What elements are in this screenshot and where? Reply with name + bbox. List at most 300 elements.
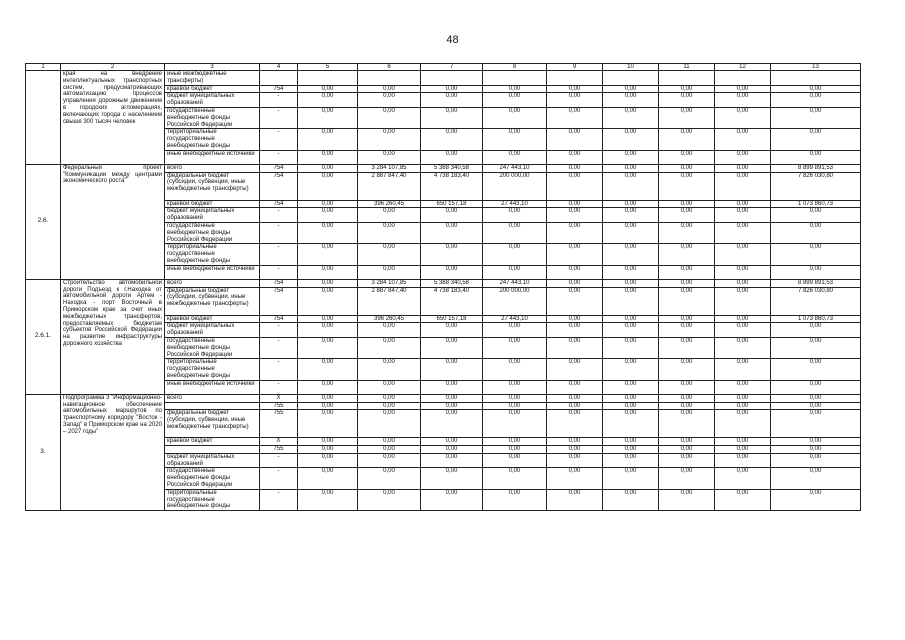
column-number-header: 1 <box>26 64 61 71</box>
funding-source: территориальные государственные внебюджетные фонды <box>165 244 260 265</box>
value-cell: 0,00 <box>659 107 715 128</box>
value-cell: 0,00 <box>547 453 603 468</box>
value-cell: 0,00 <box>298 402 358 410</box>
value-cell: 0,00 <box>715 453 771 468</box>
value-cell: 0,00 <box>421 222 483 243</box>
value-cell: 0,00 <box>603 337 659 358</box>
value-cell: 0,00 <box>659 279 715 287</box>
value-cell: 0,00 <box>715 279 771 287</box>
value-cell: 0,00 <box>358 438 421 446</box>
value-cell: 0,00 <box>421 244 483 265</box>
value-cell: 0,00 <box>659 244 715 265</box>
funding-source: всего <box>165 279 260 287</box>
value-cell: 0,00 <box>421 359 483 380</box>
budget-code: - <box>260 107 298 128</box>
value-cell: 0,00 <box>421 380 483 394</box>
value-cell: 0,00 <box>358 265 421 279</box>
value-cell: 0,00 <box>358 359 421 380</box>
budget-code: X <box>260 438 298 446</box>
value-cell: 0,00 <box>298 468 358 489</box>
funding-source: бюджет муниципальных образований <box>165 323 260 338</box>
budget-code: - <box>260 93 298 108</box>
value-cell: 0,00 <box>547 164 603 172</box>
value-cell: 0,00 <box>358 208 421 223</box>
value-cell: 0,00 <box>547 489 603 510</box>
column-number-header: 5 <box>298 64 358 71</box>
value-cell: 0,00 <box>483 208 547 223</box>
value-cell: 0,00 <box>659 438 715 446</box>
value-cell: 8 899 891,53 <box>771 164 861 172</box>
value-cell: 396 260,45 <box>358 200 421 208</box>
column-number-header: 7 <box>421 64 483 71</box>
funding-source <box>165 446 260 454</box>
value-cell: 0,00 <box>547 208 603 223</box>
value-cell: 0,00 <box>547 315 603 323</box>
value-cell <box>421 71 483 86</box>
value-cell: 0,00 <box>659 164 715 172</box>
value-cell: 0,00 <box>659 287 715 315</box>
value-cell: 0,00 <box>483 323 547 338</box>
value-cell: 0,00 <box>659 337 715 358</box>
funding-source: бюджет муниципальных образований <box>165 453 260 468</box>
column-number-header: 12 <box>715 64 771 71</box>
value-cell: 0,00 <box>298 93 358 108</box>
value-cell: 0,00 <box>715 150 771 164</box>
value-cell: 0,00 <box>298 129 358 150</box>
value-cell: 0,00 <box>771 222 861 243</box>
value-cell: 0,00 <box>298 337 358 358</box>
value-cell: 0,00 <box>659 150 715 164</box>
value-cell: 0,00 <box>715 315 771 323</box>
value-cell: 7 826 030,80 <box>771 172 861 200</box>
value-cell: 8 899 891,53 <box>771 279 861 287</box>
value-cell: 0,00 <box>358 222 421 243</box>
value-cell: 0,00 <box>547 150 603 164</box>
value-cell: 0,00 <box>547 222 603 243</box>
value-cell: 0,00 <box>547 93 603 108</box>
value-cell: 0,00 <box>659 359 715 380</box>
funding-source: краевой бюджет <box>165 85 260 93</box>
budget-code: - <box>260 222 298 243</box>
value-cell: 0,00 <box>771 208 861 223</box>
budget-code: - <box>260 265 298 279</box>
funding-source: иные межбюджетные трансферты) <box>165 71 260 86</box>
value-cell: 0,00 <box>659 380 715 394</box>
value-cell: 0,00 <box>659 85 715 93</box>
value-cell: 0,00 <box>659 315 715 323</box>
value-cell: 0,00 <box>421 468 483 489</box>
value-cell: 0,00 <box>715 208 771 223</box>
value-cell: 0,00 <box>659 129 715 150</box>
value-cell: 0,00 <box>298 315 358 323</box>
value-cell: 0,00 <box>547 265 603 279</box>
budget-code: - <box>260 323 298 338</box>
value-cell: 0,00 <box>715 323 771 338</box>
value-cell: 0,00 <box>298 394 358 402</box>
value-cell: 0,00 <box>659 446 715 454</box>
value-cell: 0,00 <box>298 172 358 200</box>
value-cell: 0,00 <box>483 85 547 93</box>
value-cell: 0,00 <box>603 172 659 200</box>
value-cell: 0,00 <box>358 129 421 150</box>
table-row <box>26 279 861 287</box>
value-cell: 0,00 <box>715 287 771 315</box>
value-cell: 0,00 <box>659 208 715 223</box>
value-cell: 0,00 <box>547 172 603 200</box>
value-cell: 0,00 <box>298 453 358 468</box>
value-cell: 0,00 <box>298 446 358 454</box>
row-index: 2.6. <box>26 164 61 279</box>
value-cell: 4 738 183,40 <box>421 172 483 200</box>
funding-source <box>165 402 260 410</box>
budget-code: 754 <box>260 172 298 200</box>
funding-source: всего <box>165 394 260 402</box>
value-cell: 0,00 <box>483 107 547 128</box>
value-cell: 0,00 <box>715 129 771 150</box>
value-cell: 0,00 <box>603 315 659 323</box>
table-header-row <box>26 64 861 71</box>
activity-name: Федеральный проект "Коммуникации между центрами экономического роста" <box>61 164 165 279</box>
value-cell: 0,00 <box>358 402 421 410</box>
value-cell: 0,00 <box>771 323 861 338</box>
value-cell: 0,00 <box>298 265 358 279</box>
value-cell: 0,00 <box>483 402 547 410</box>
value-cell: 0,00 <box>547 85 603 93</box>
value-cell: 0,00 <box>483 410 547 438</box>
value-cell: 0,00 <box>298 287 358 315</box>
budget-code: 755 <box>260 410 298 438</box>
funding-source: государственные внебюджетные фонды Российской Федерации <box>165 107 260 128</box>
value-cell: 0,00 <box>771 129 861 150</box>
funding-source: бюджет муниципальных образований <box>165 93 260 108</box>
value-cell: 0,00 <box>771 468 861 489</box>
value-cell: 0,00 <box>298 222 358 243</box>
value-cell: 0,00 <box>715 164 771 172</box>
value-cell: 0,00 <box>358 489 421 510</box>
value-cell: 0,00 <box>547 402 603 410</box>
table-row <box>26 71 861 86</box>
value-cell: 0,00 <box>547 359 603 380</box>
funding-source: иные внебюджетные источники <box>165 150 260 164</box>
value-cell: 0,00 <box>659 222 715 243</box>
value-cell: 0,00 <box>547 380 603 394</box>
value-cell: 0,00 <box>603 93 659 108</box>
value-cell: 4 738 183,40 <box>421 287 483 315</box>
value-cell: 0,00 <box>715 438 771 446</box>
value-cell: 0,00 <box>715 265 771 279</box>
value-cell: 0,00 <box>483 129 547 150</box>
value-cell: 0,00 <box>659 453 715 468</box>
value-cell: 0,00 <box>715 394 771 402</box>
value-cell: 1 073 860,73 <box>771 200 861 208</box>
value-cell: 0,00 <box>483 438 547 446</box>
value-cell: 3 284 107,85 <box>358 279 421 287</box>
funding-source: краевой бюджет <box>165 438 260 446</box>
funding-source: государственные внебюджетные фонды Российской Федерации <box>165 468 260 489</box>
row-index: 2.6.1. <box>26 279 61 394</box>
value-cell: 27 443,10 <box>483 200 547 208</box>
funding-source: федеральный бюджет (субсидии, субвенции, иные межбюджетные трансферты) <box>165 410 260 438</box>
activity-name: Строительство автомобильной дороги Подъезд к г.Находка от автомобильной дороги Артем - Находка - порт Восточный в Приморском крае за счет иных межбюджетных трансфертов, предоставляемых бюджетам субъектов Российской Федерации на развитие инфраструктуры дорожного хозяйства <box>61 279 165 394</box>
value-cell: 0,00 <box>659 93 715 108</box>
value-cell <box>483 71 547 86</box>
value-cell: 3 284 107,85 <box>358 164 421 172</box>
value-cell: 0,00 <box>358 446 421 454</box>
budget-table-body <box>26 64 861 511</box>
column-number-header: 8 <box>483 64 547 71</box>
value-cell: 0,00 <box>603 468 659 489</box>
value-cell: 0,00 <box>603 453 659 468</box>
value-cell: 0,00 <box>421 93 483 108</box>
value-cell: 650 157,18 <box>421 315 483 323</box>
value-cell: 0,00 <box>771 337 861 358</box>
value-cell: 0,00 <box>298 200 358 208</box>
funding-source: федеральный бюджет (субсидии, субвенции, иные межбюджетные трансферты) <box>165 287 260 315</box>
value-cell: 0,00 <box>298 359 358 380</box>
value-cell: 0,00 <box>771 359 861 380</box>
column-number-header: 2 <box>61 64 165 71</box>
value-cell: 0,00 <box>659 265 715 279</box>
value-cell: 0,00 <box>298 150 358 164</box>
value-cell <box>358 71 421 86</box>
value-cell: 0,00 <box>715 359 771 380</box>
value-cell: 0,00 <box>421 85 483 93</box>
value-cell: 0,00 <box>603 164 659 172</box>
value-cell: 0,00 <box>715 93 771 108</box>
value-cell: 0,00 <box>358 85 421 93</box>
activity-name: Подпрограмма 3 "Информационно-навигационное обеспечение автомобильных маршрутов по транспортному коридору "Восток - Запад" в Приморском крае на 2020 – 2027 годы" <box>61 394 165 511</box>
value-cell: 0,00 <box>715 85 771 93</box>
value-cell <box>603 71 659 86</box>
budget-code: 754 <box>260 85 298 93</box>
value-cell: 0,00 <box>659 410 715 438</box>
value-cell: 0,00 <box>358 394 421 402</box>
value-cell: 1 073 860,73 <box>771 315 861 323</box>
budget-code <box>260 71 298 86</box>
value-cell: 0,00 <box>715 172 771 200</box>
value-cell: 0,00 <box>421 453 483 468</box>
value-cell: 0,00 <box>483 468 547 489</box>
row-index: 3. <box>26 394 61 511</box>
value-cell: 0,00 <box>547 279 603 287</box>
value-cell: 0,00 <box>547 394 603 402</box>
value-cell: 0,00 <box>483 453 547 468</box>
value-cell: 0,00 <box>421 323 483 338</box>
value-cell: 0,00 <box>298 244 358 265</box>
value-cell: 0,00 <box>603 129 659 150</box>
value-cell <box>298 71 358 86</box>
budget-code: - <box>260 453 298 468</box>
value-cell: 0,00 <box>715 410 771 438</box>
value-cell: 0,00 <box>421 446 483 454</box>
budget-code: - <box>260 337 298 358</box>
value-cell: 0,00 <box>603 380 659 394</box>
funding-source: бюджет муниципальных образований <box>165 208 260 223</box>
value-cell: 0,00 <box>547 410 603 438</box>
value-cell: 0,00 <box>358 93 421 108</box>
budget-code: 754 <box>260 279 298 287</box>
budget-code: - <box>260 150 298 164</box>
value-cell: 247 443,10 <box>483 279 547 287</box>
value-cell: 0,00 <box>298 208 358 223</box>
value-cell: 5 388 340,58 <box>421 279 483 287</box>
value-cell: 0,00 <box>298 85 358 93</box>
value-cell: 0,00 <box>603 287 659 315</box>
value-cell: 0,00 <box>715 380 771 394</box>
value-cell: 0,00 <box>483 265 547 279</box>
value-cell: 0,00 <box>298 279 358 287</box>
funding-source: краевой бюджет <box>165 315 260 323</box>
value-cell: 0,00 <box>421 489 483 510</box>
budget-code: - <box>260 380 298 394</box>
value-cell: 0,00 <box>547 200 603 208</box>
value-cell: 0,00 <box>659 489 715 510</box>
value-cell: 0,00 <box>715 244 771 265</box>
value-cell: 0,00 <box>358 150 421 164</box>
value-cell: 27 443,10 <box>483 315 547 323</box>
budget-code: - <box>260 129 298 150</box>
value-cell: 7 826 030,80 <box>771 287 861 315</box>
value-cell: 0,00 <box>483 337 547 358</box>
page-number: 48 <box>446 34 459 46</box>
column-number-header: 11 <box>659 64 715 71</box>
value-cell: 0,00 <box>483 359 547 380</box>
value-cell: 0,00 <box>358 244 421 265</box>
value-cell: 0,00 <box>421 265 483 279</box>
value-cell: 0,00 <box>771 402 861 410</box>
value-cell: 0,00 <box>421 337 483 358</box>
value-cell: 0,00 <box>298 438 358 446</box>
value-cell <box>771 71 861 86</box>
value-cell: 0,00 <box>547 446 603 454</box>
value-cell: 0,00 <box>715 200 771 208</box>
value-cell: 0,00 <box>715 468 771 489</box>
budget-code: X <box>260 394 298 402</box>
value-cell: 0,00 <box>603 446 659 454</box>
value-cell: 0,00 <box>771 150 861 164</box>
value-cell: 0,00 <box>547 244 603 265</box>
value-cell: 0,00 <box>771 489 861 510</box>
value-cell: 0,00 <box>603 222 659 243</box>
column-number-header: 9 <box>547 64 603 71</box>
value-cell: 0,00 <box>358 380 421 394</box>
value-cell: 0,00 <box>603 323 659 338</box>
value-cell: 0,00 <box>298 410 358 438</box>
value-cell: 396 260,45 <box>358 315 421 323</box>
value-cell: 0,00 <box>771 380 861 394</box>
budget-code: 755 <box>260 402 298 410</box>
value-cell: 200 000,00 <box>483 287 547 315</box>
value-cell: 0,00 <box>771 410 861 438</box>
column-number-header: 10 <box>603 64 659 71</box>
value-cell: 0,00 <box>421 394 483 402</box>
value-cell: 0,00 <box>771 453 861 468</box>
value-cell: 0,00 <box>771 438 861 446</box>
value-cell: 0,00 <box>483 380 547 394</box>
funding-source: иные внебюджетные источники <box>165 380 260 394</box>
value-cell: 0,00 <box>603 208 659 223</box>
value-cell: 0,00 <box>659 172 715 200</box>
funding-source: государственные внебюджетные фонды Российской Федерации <box>165 337 260 358</box>
budget-code: 754 <box>260 200 298 208</box>
table-row <box>26 164 861 172</box>
column-number-header: 4 <box>260 64 298 71</box>
value-cell: 0,00 <box>547 468 603 489</box>
value-cell: 0,00 <box>358 107 421 128</box>
value-cell: 0,00 <box>421 150 483 164</box>
value-cell: 0,00 <box>547 323 603 338</box>
value-cell: 0,00 <box>603 489 659 510</box>
budget-code: 754 <box>260 287 298 315</box>
value-cell: 0,00 <box>603 85 659 93</box>
funding-source: федеральный бюджет (субсидии, субвенции, иные межбюджетные трансферты) <box>165 172 260 200</box>
value-cell: 0,00 <box>603 150 659 164</box>
value-cell: 0,00 <box>715 222 771 243</box>
value-cell <box>547 71 603 86</box>
value-cell: 0,00 <box>358 468 421 489</box>
budget-code: - <box>260 359 298 380</box>
budget-code: - <box>260 244 298 265</box>
value-cell: 0,00 <box>603 438 659 446</box>
value-cell: 0,00 <box>771 85 861 93</box>
value-cell: 0,00 <box>483 244 547 265</box>
value-cell: 0,00 <box>421 402 483 410</box>
value-cell: 0,00 <box>659 200 715 208</box>
value-cell: 0,00 <box>298 323 358 338</box>
value-cell: 0,00 <box>547 287 603 315</box>
value-cell: 0,00 <box>358 323 421 338</box>
value-cell: 0,00 <box>603 107 659 128</box>
value-cell: 0,00 <box>715 489 771 510</box>
table-row <box>26 394 861 402</box>
value-cell: 200 000,00 <box>483 172 547 200</box>
value-cell: 0,00 <box>298 380 358 394</box>
funding-source: всего <box>165 164 260 172</box>
value-cell <box>715 71 771 86</box>
value-cell: 0,00 <box>421 438 483 446</box>
funding-source: иные внебюджетные источники <box>165 265 260 279</box>
budget-code: 755 <box>260 446 298 454</box>
value-cell: 0,00 <box>771 394 861 402</box>
value-cell: 0,00 <box>603 394 659 402</box>
value-cell: 0,00 <box>483 446 547 454</box>
funding-source: краевой бюджет <box>165 200 260 208</box>
value-cell <box>659 71 715 86</box>
value-cell: 0,00 <box>659 323 715 338</box>
value-cell: 0,00 <box>603 244 659 265</box>
budget-code: 754 <box>260 164 298 172</box>
budget-code: 754 <box>260 315 298 323</box>
value-cell: 0,00 <box>659 402 715 410</box>
column-number-header: 6 <box>358 64 421 71</box>
value-cell: 2 887 847,40 <box>358 172 421 200</box>
value-cell: 0,00 <box>603 200 659 208</box>
value-cell: 0,00 <box>659 468 715 489</box>
value-cell: 0,00 <box>715 337 771 358</box>
value-cell: 0,00 <box>715 446 771 454</box>
row-index <box>26 71 61 165</box>
value-cell: 0,00 <box>659 394 715 402</box>
value-cell: 5 388 340,58 <box>421 164 483 172</box>
value-cell: 0,00 <box>483 93 547 108</box>
value-cell: 0,00 <box>603 265 659 279</box>
value-cell: 0,00 <box>298 107 358 128</box>
value-cell: 0,00 <box>483 222 547 243</box>
funding-source: территориальные государственные внебюджетные фонды <box>165 489 260 510</box>
value-cell: 0,00 <box>298 489 358 510</box>
column-number-header: 3 <box>165 64 260 71</box>
value-cell: 0,00 <box>421 129 483 150</box>
